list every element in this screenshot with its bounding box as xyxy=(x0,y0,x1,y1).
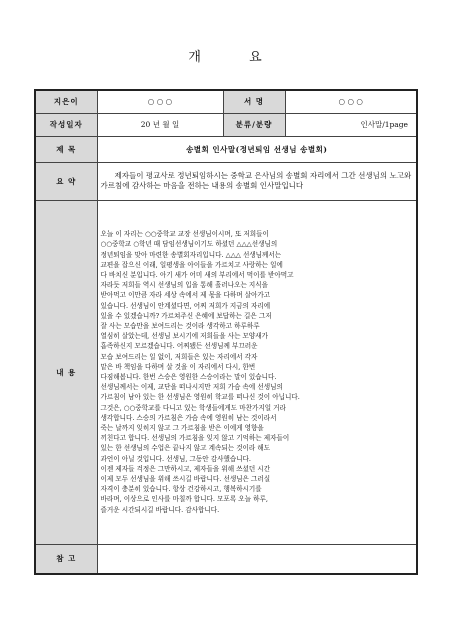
content-line: 맡은 바 책임을 다하며 살 것을 이 자리에서 다시, 한번 xyxy=(100,362,256,371)
summary-value: 제자들이 평교사로 정년퇴임하시는 중학교 은사님의 송별회 자리에서 그간 선생님의 노고와 가르침에 감사하는 마음을 전하는 내용의 송별회 인사말입니다 xyxy=(97,162,417,200)
reference-value xyxy=(97,544,417,574)
name-label: 서 명 xyxy=(223,90,285,113)
summary-label: 요 약 xyxy=(35,162,97,200)
author-label: 지은이 xyxy=(35,90,97,113)
name-value: ○ ○ ○ xyxy=(285,90,417,113)
content-line: 받아먹고 이만큼 자라 세상 속에서 제 몫을 다하며 살아가고 xyxy=(100,291,271,300)
content-line: 열심히 살았는데, 선생님 보시기에 저희들을 사는 모양새가 xyxy=(100,332,269,341)
content-line: 가르침이 남아 있는 한 선생님은 영원히 학교를 떠나신 것이 아닙니다. xyxy=(100,393,300,402)
date-label: 작성일자 xyxy=(35,113,97,136)
subject-label: 제 목 xyxy=(35,136,97,162)
content-line: 있을 수 있겠습니까? 가르쳐주신 은혜에 보답하는 길은 그저 xyxy=(100,311,272,320)
subject-value: 송별회 인사말(정년퇴임 선생님 송별회) xyxy=(97,136,417,162)
content-row xyxy=(35,200,417,544)
content-line: 다 바치신 분입니다. 아기 새가 어미 새의 부리에서 먹이를 받아먹고 xyxy=(100,270,294,279)
content-line: 이젠 제자들 걱정은 그만하시고, 제자들을 위해 쓰셨던 시간 xyxy=(100,464,271,473)
content-line: 자라듯 저희들 역시 선생님의 입을 통해 흘러나오는 지식을 xyxy=(100,281,269,290)
content-body xyxy=(97,200,417,544)
subject-row xyxy=(35,136,417,162)
content-line: 죽는 날까지 잊히지 않고 그 가르침을 받은 이에게 영향을 xyxy=(100,424,264,433)
content-line: 오늘 이 자리는 ○○중학교 교장 선생님이시며, 또 저희들이 xyxy=(100,230,269,239)
content-line: 모습 보여드리는 일 없이, 저희들은 있는 자리에서 각자 xyxy=(100,352,258,361)
content-line: 생각합니다. 스승의 가르침은 가슴 속에 영원히 남는 것이라서 xyxy=(100,413,277,422)
content-line: 있습니다. 선생님이 안계셨다면, 어찌 저희가 지금의 자리에 xyxy=(100,301,271,310)
author-row xyxy=(35,90,417,113)
reference-label: 참 고 xyxy=(35,544,97,574)
summary-form-table xyxy=(34,89,418,575)
content-line: 이제 모두 선생님을 위해 쓰시길 바랍니다. 선생님은 그러실 xyxy=(100,475,271,484)
content-line: 다짐해봅니다. 한번 스승은 영원한 스승이라는 말이 있습니다. xyxy=(100,373,277,381)
content-line: 즐거운 시간되시길 바랍니다. 감사합니다. xyxy=(100,505,220,514)
summary-row xyxy=(35,162,417,200)
category-value: 인사말/1page xyxy=(285,113,417,136)
author-value: ○ ○ ○ xyxy=(97,90,223,113)
content-line: 그것은, ○○중학교를 다니고 있는 학생들에게도 마찬가지일 거라 xyxy=(100,403,286,412)
reference-row xyxy=(35,544,417,574)
content-line: 있는 한 선생님의 수업은 끝나지 않고 계속되는 것이라 해도 xyxy=(100,444,271,453)
content-line: 선생님께서는 이제, 교단을 떠나시지만 저희 가슴 속에 선생님의 xyxy=(100,383,283,392)
content-line: ○○중학교 ○학년 때 담임선생님이기도 하셨던 △△△선생님의 xyxy=(100,240,278,249)
content-line: 교편을 잡으신 이래, 일평생을 아이들을 가르치고 사랑하는 일에 xyxy=(100,260,283,269)
document-title: 개 요 xyxy=(188,50,284,65)
content-line: 정년퇴임을 맞아 마련한 송별회자리입니다. △△△ 선생님께서는 xyxy=(100,250,282,259)
date-row xyxy=(35,113,417,136)
content-line: 끼친다고 합니다. 선생님의 가르침을 잊지 않고 기억하는 제자들이 xyxy=(100,434,290,443)
content-line: 잘 사는 모습만을 보여드리는 것이라 생각하고 하루하루 xyxy=(100,321,260,330)
content-line: 바라며, 이상으로 인사를 마칠까 합니다. 모포록 오늘 하루, xyxy=(100,495,268,504)
content-line: 과언이 아닐 것입니다. 선생님, 그동안 감사했습니다. xyxy=(100,454,252,463)
category-label: 분류/분량 xyxy=(223,113,285,136)
content-line: 흡족하신지 모르겠습니다. 어찌됐든 선생님께 부끄러운 xyxy=(100,342,258,351)
date-value: 20 년 월 일 xyxy=(97,113,223,136)
content-label: 내 용 xyxy=(35,200,97,544)
content-line: 자격이 충분히 있습니다. 항상 건강하시고, 행복하시기를 xyxy=(100,485,262,494)
